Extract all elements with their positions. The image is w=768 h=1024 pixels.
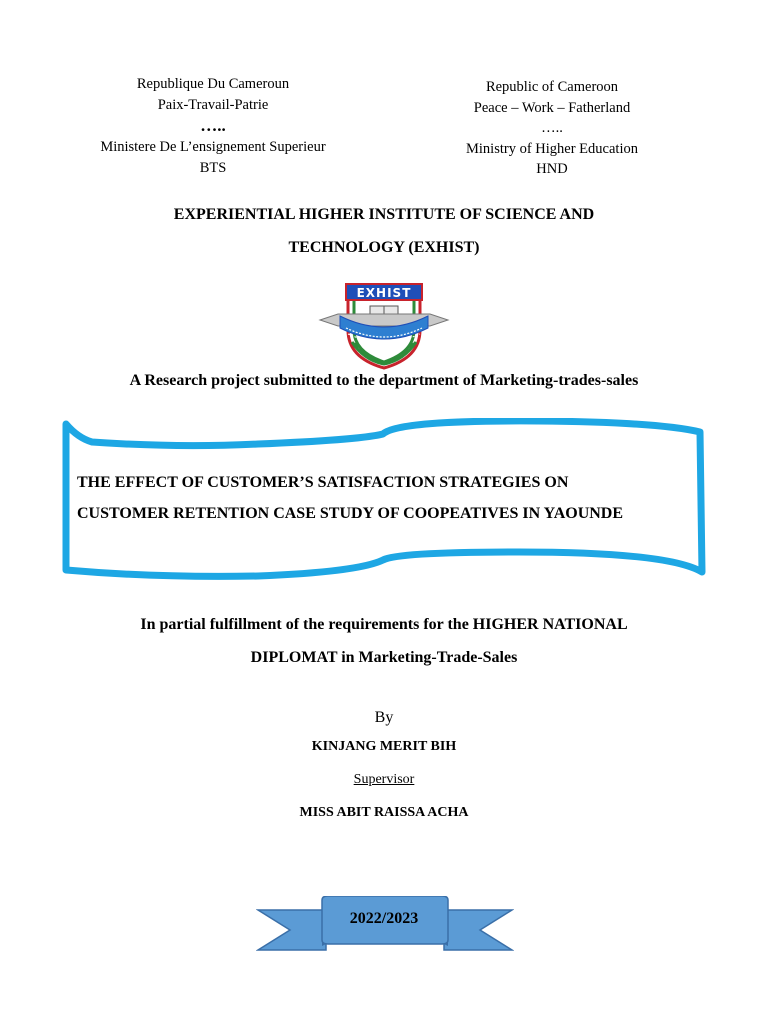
institute-title — [60, 198, 708, 264]
header-left-ministry: Ministere De L’ensignement Superieur — [100, 139, 326, 155]
header-right-country: Republic of Cameroon — [485, 79, 619, 95]
header-left-level: BTS — [199, 159, 227, 176]
institute-title-line2: TECHNOLOGY (EXHIST) — [288, 239, 480, 256]
requirement-statement — [40, 608, 728, 674]
supervisor-label: Supervisor — [353, 772, 415, 787]
header-left-motto: Paix-Travail-Patrie — [157, 96, 269, 113]
header-left-country: Republique Du Cameroun — [136, 76, 290, 92]
requirement-line2: DIPLOMAT in Marketing-Trade-Sales — [250, 649, 518, 666]
header-right — [427, 77, 677, 180]
project-title — [77, 467, 697, 529]
author-name: KINJANG MERIT BIH — [311, 739, 457, 754]
header-right-ministry: Ministry of Higher Education — [466, 140, 638, 157]
header-right-motto: Peace – Work – Fatherland — [473, 99, 631, 116]
header-left-dots: ….. — [200, 116, 226, 135]
header-left — [68, 74, 358, 178]
header-right-dots: ….. — [541, 120, 563, 136]
exhist-logo — [318, 280, 450, 370]
project-title-line2: CUSTOMER RETENTION CASE STUDY OF COOPEATIVES IN YAOUNDE — [77, 505, 624, 522]
header-right-level: HND — [536, 161, 568, 177]
research-subtitle: A Research project submitted to the department of Marketing-trades-sales — [129, 372, 639, 389]
logo-text: EXHIST — [356, 286, 412, 300]
supervisor-name: MISS ABIT RAISSA ACHA — [299, 805, 469, 820]
academic-year: 2022/2023 — [349, 910, 419, 927]
project-title-line1: THE EFFECT OF CUSTOMER’S SATISFACTION STRATEGIES ON — [77, 474, 569, 491]
requirement-line1: In partial fulfillment of the requirements for the HIGHER NATIONAL — [140, 616, 628, 633]
institute-title-line1: EXPERIENTIAL HIGHER INSTITUTE OF SCIENCE AND — [173, 206, 595, 223]
by-label: By — [374, 709, 394, 726]
